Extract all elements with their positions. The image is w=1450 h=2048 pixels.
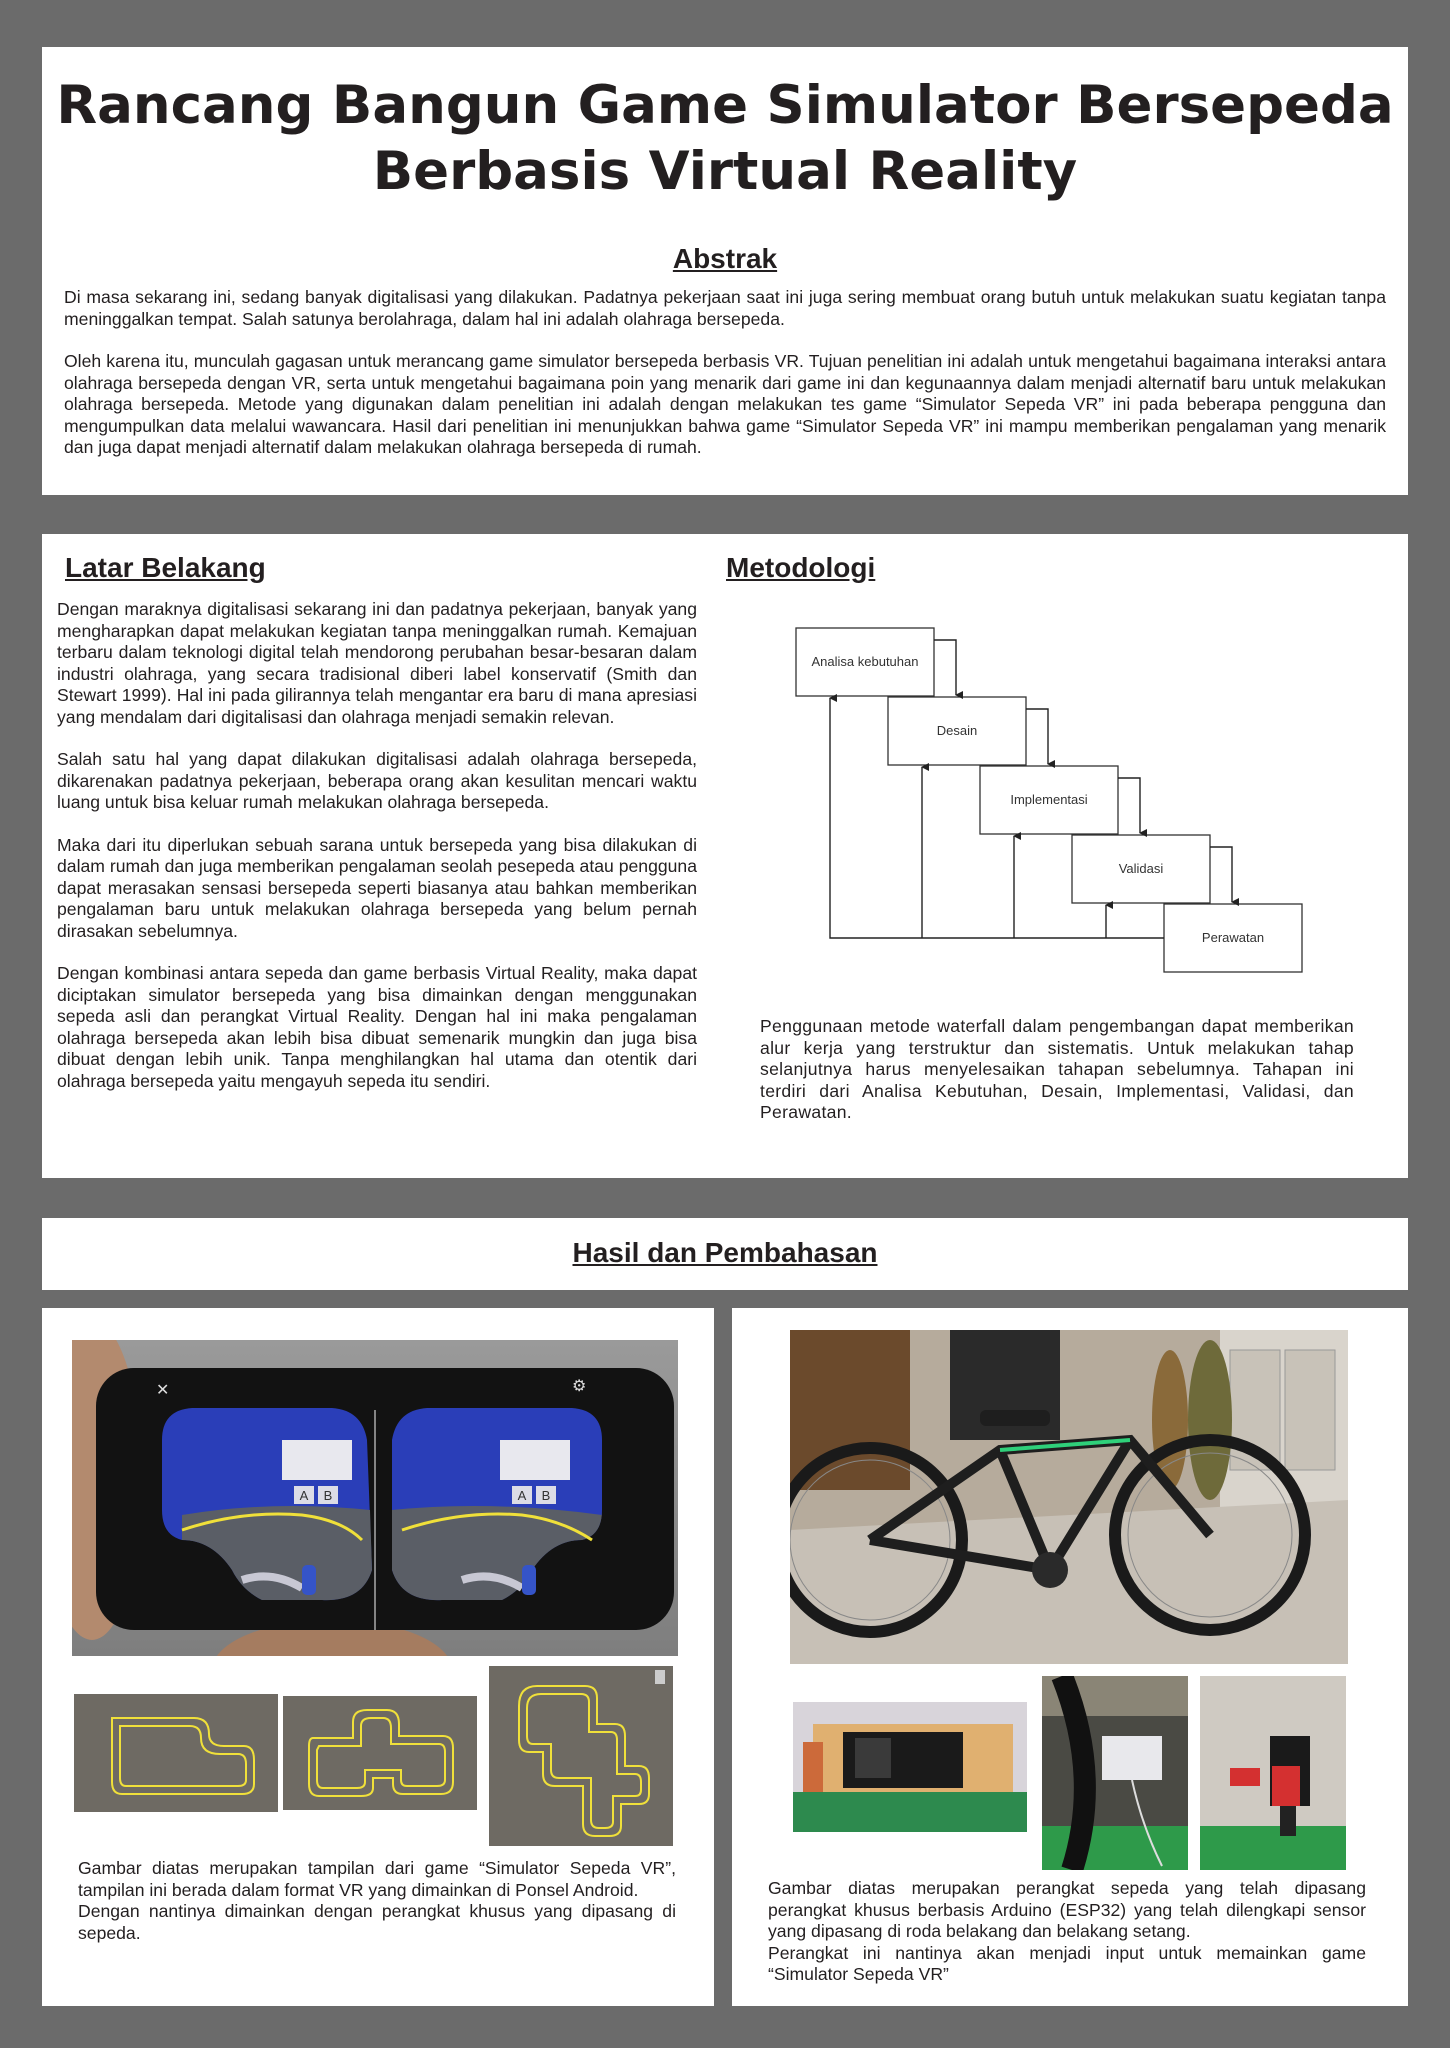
vr-sign-b-left: B [323,1488,333,1503]
left-caption-2: Dengan nantinya dimainkan dengan perangkat khusus yang dipasang di sepeda. [78,1901,676,1943]
metodologi-caption: Penggunaan metode waterfall dalam pengembangan dapat memberikan alur kerja yang terstruktur dan sistematis. Untuk melakukan tahap selanjutnya harus menyelesaikan tahapan sebelumnya. Tahapan ini terdiri dari Analisa Kebutuhan, Desain, Implementasi, Validasi, dan Perawatan. [760,1016,1354,1122]
latar-paragraph-4: Dengan kombinasi antara sepeda dan game berbasis Virtual Reality, maka dapat diciptakan simulator bersepeda yang bisa dimainkan dengan menggunakan sepeda asli dan perangkat Virtual Reality. Dengan hal ini maka pengalaman olahraga bersepeda akan lebih bisa dibuat semenarik mungkin dan juga bisa dibuat dengan lebih unik. Tanpa menghilangkan hal utama dan otentik dari olahraga bersepeda yaitu mengayuh sepeda itu sendiri. [57,963,697,1091]
close-icon: ✕ [156,1382,170,1399]
hasil-header-panel [42,1218,1408,1290]
waterfall-diagram [752,604,1312,984]
step-label-desain: Desain [936,723,978,738]
left-caption [78,1858,676,1944]
poster-title [42,73,1408,205]
right-caption-2: Perangkat ini nantinya akan menjadi input untuk memainkan game “Simulator Sepeda VR” [768,1942,1366,1984]
latar-paragraph-1: Dengan maraknya digitalisasi sekarang ini dan padatnya pekerjaan, banyak yang mengharapkan dapat melakukan kegiatan tanpa meninggalkan rumah. Kemajuan terbaru dalam teknologi digital telah mendorong perubahan besar-besaran dalam industri olahraga, yang secara tradisional diberi label konservatif (Smith dan Stewart 1999). Hal ini pada gilirannya telah mengantar era baru di mana apresiasi yang mendalam dari digitalisasi dan olahraga menjadi semakin relevan. [57,599,697,727]
bicycle-photo [790,1330,1348,1664]
vr-sign-a-left: A [299,1488,309,1503]
title-line-1: Rancang Bangun Game Simulator Bersepeda [56,75,1394,136]
latar-body [57,599,697,1092]
right-caption [768,1878,1366,1986]
step-label-analisa: Analisa kebutuhan [811,654,919,669]
esp32-board-photo [793,1702,1027,1832]
step-label-perawatan: Perawatan [1201,930,1265,945]
right-caption-1: Gambar diatas merupakan perangkat sepeda yang telah dipasang perangkat khusus berbasis Arduino (ESP32) yang telah dilengkapi sensor yang dipasang di roda belakang dan belakang setang. [768,1878,1366,1941]
gear-icon: ⚙ [572,1378,587,1395]
track-map-3 [489,1666,673,1846]
track-map-2 [283,1696,477,1810]
vr-sign-a-right: A [517,1488,527,1503]
hasil-right-panel [732,1308,1408,2006]
latar-paragraph-2: Salah satu hal yang dapat dilakukan digitalisasi adalah olahraga bersepeda, dikarenakan padatnya pekerjaan, beberapa orang akan kesulitan mencari waktu luang untuk bisa keluar rumah melakukan olahraga bersepeda. [57,749,697,812]
metodologi-heading: Metodologi [726,552,876,583]
vr-sign-b-right: B [541,1488,551,1503]
vr-phone-photo [72,1340,678,1656]
wheel-sensor-photo [1042,1676,1188,1870]
latar-paragraph-3: Maka dari itu diperlukan sebuah sarana untuk bersepeda yang bisa dilakukan di dalam rumah dan juga memberikan pengalaman seolah pesepeda atau pengguna dapat merasakan sensasi bersepeda seperti biasanya atau bahkan memberikan pengalaman baru untuk melakukan olahraga bersepeda yang belum pernah dirasakan sebelumnya. [57,834,697,941]
track-map-1 [74,1694,278,1812]
hasil-heading: Hasil dan Pembahasan [572,1237,878,1268]
abstrak-heading: Abstrak [672,243,778,274]
step-label-validasi: Validasi [1118,861,1164,876]
step-label-implementasi: Implementasi [1010,792,1088,807]
abstrak-paragraph-2: Oleh karena itu, munculah gagasan untuk merancang game simulator bersepeda berbasis VR. Tujuan penelitian ini adalah untuk mengetahui bagaimana interaksi antara olahraga bersepeda dengan VR, serta untuk mengetahui bagaimana poin yang menarik dari game ini dan kegunaannya dalam menjadi alternatif baru untuk melakukan olahraga bersepeda. Metode yang digunakan dalam penelitian ini adalah dengan melakukan tes game “Simulator Sepeda VR” ini pada beberapa pengguna dan mengumpulkan data melalui wawancara. Hasil dari penelitian ini menunjukkan bahwa game “Simulator Sepeda VR” ini mampu memberikan pengalaman yang menarik dan juga dapat menjadi alternatif dalam melakukan olahraga bersepeda di rumah. [64,351,1386,457]
handlebar-sensor-photo [1200,1676,1346,1870]
abstrak-body [64,287,1386,459]
abstrak-paragraph-1: Di masa sekarang ini, sedang banyak digitalisasi yang dilakukan. Padatnya pekerjaan saat ini juga sering membuat orang butuh untuk melakukan suatu kegiatan tanpa meninggalkan tempat. Salah satunya berolahraga, dalam hal ini adalah olahraga bersepeda. [64,287,1386,329]
background-method-panel [42,534,1408,1178]
title-abstract-panel [42,47,1408,495]
hasil-left-panel [42,1308,714,2006]
latar-heading: Latar Belakang [65,552,266,583]
left-caption-1: Gambar diatas merupakan tampilan dari game “Simulator Sepeda VR”, tampilan ini berada dalam format VR yang dimainkan di Ponsel Android. [78,1858,676,1900]
title-line-2: Berbasis Virtual Reality [372,141,1078,202]
